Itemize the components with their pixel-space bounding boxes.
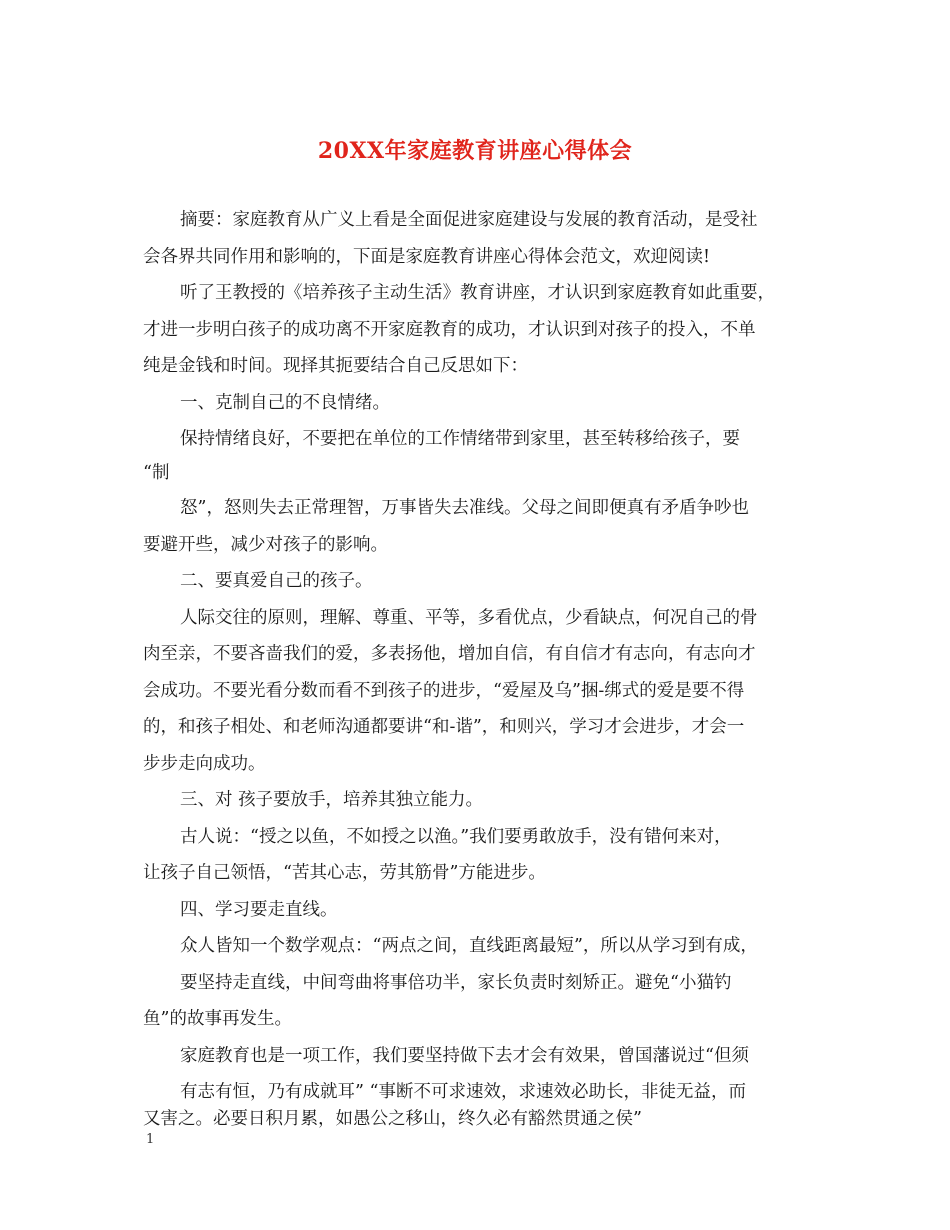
paragraph-line: 鱼”的故事再发生。 — [143, 1009, 292, 1029]
paragraph-line: 会成功。不要光看分数而看不到孩子的进步，“爱屋及乌”捆-绑式的爱是要不得 — [143, 681, 745, 701]
paragraph-line: 摘要：家庭教育从广义上看是全面促进家庭建设与发展的教育活动，是受社 — [180, 210, 758, 230]
paragraph-line: 才进一步明白孩子的成功离不开家庭教育的成功，才认识到对孩子的投入，不单 — [143, 320, 756, 340]
paragraph-line: 要避开些，减少对孩子的影响。 — [143, 535, 388, 555]
paragraph-line: 又害之。必要日积月累，如愚公之移山，终久必有豁然贯通之侯” — [143, 1109, 642, 1129]
paragraph-line: 听了王教授的《培养孩子主动生活》教育讲座，才认识到家庭教育如此重要， — [180, 283, 775, 303]
paragraph-line: 的，和孩子相处、和老师沟通都要讲“和-谐”，和则兴，学习才会进步，才会一 — [143, 717, 745, 737]
paragraph-line: 家庭教育也是一项工作，我们要坚持做下去才会有效果，曾国藩说过“但须 — [180, 1046, 749, 1066]
section-heading: 二、要真爱自己的孩子。 — [180, 571, 373, 591]
paragraph-line: 保持情绪良好，不要把在单位的工作情绪带到家里，甚至转移给孩子，要 — [180, 429, 740, 449]
paragraph-line: “制 — [143, 463, 170, 483]
paragraph-line: 让孩子自己领悟，“苦其心志，劳其筋骨”方能进步。 — [143, 863, 546, 883]
section-heading: 三、对 孩子要放手，培养其独立能力。 — [180, 790, 484, 810]
paragraph-line: 肉至亲，不要吝啬我们的爱，多表扬他，增加自信，有自信才有志向，有志向才 — [143, 644, 756, 664]
document-title: 20XX年家庭教育讲座心得体会 — [317, 138, 633, 164]
paragraph-line: 古人说：“授之以鱼，不如授之以渔。”我们要勇敢放手，没有错何来对， — [180, 827, 732, 847]
paragraph-line: 人际交往的原则，理解、尊重、平等，多看优点，少看缺点，何况自己的骨 — [180, 608, 758, 628]
page-number: 1 — [146, 1132, 155, 1147]
paragraph-line: 众人皆知一个数学观点：“两点之间，直线距离最短”，所以从学习到有成， — [180, 936, 758, 956]
paragraph-line: 要坚持走直线，中间弯曲将事倍功半，家长负责时刻矫正。避免“小猫钓 — [180, 973, 732, 993]
paragraph-line: 怒”，怒则失去正常理智，万事皆失去准线。父母之间即便真有矛盾争吵也 — [180, 498, 749, 518]
paragraph-line: 会各界共同作用和影响的，下面是家庭教育讲座心得体会范文，欢迎阅读! — [143, 247, 711, 267]
paragraph-line: 步步走向成功。 — [143, 754, 266, 774]
paragraph-line: 有志有恒，乃有成就耳” “事断不可求速效，求速效必助长，非徒无益，而 — [180, 1082, 746, 1102]
section-heading: 一、克制自己的不良情绪。 — [180, 393, 390, 413]
section-heading: 四、学习要走直线。 — [180, 900, 338, 920]
paragraph-line: 纯是金钱和时间。现择其扼要结合自己反思如下： — [143, 356, 528, 376]
